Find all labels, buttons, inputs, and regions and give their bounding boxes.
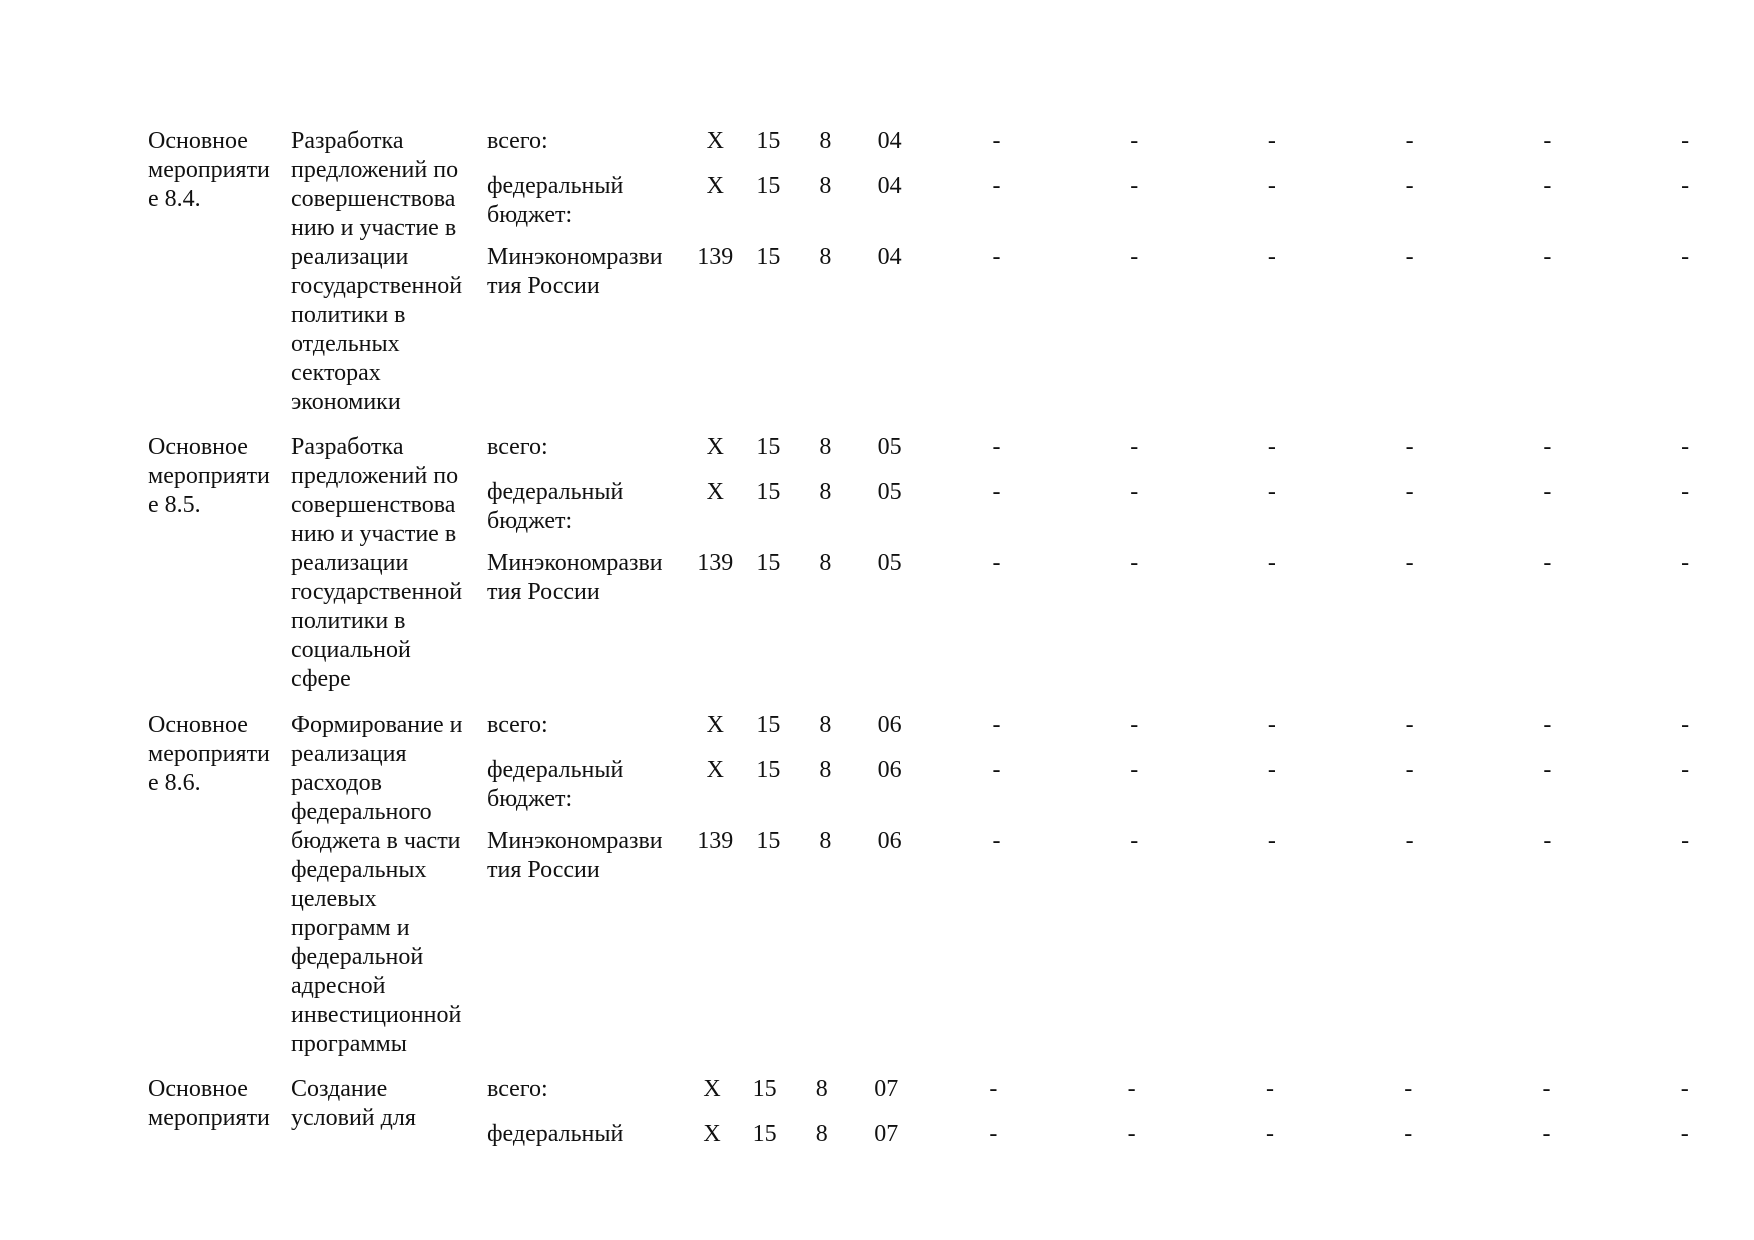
- grbs-code: 139: [697, 244, 734, 270]
- activity-number-line: мероприяти: [148, 157, 270, 183]
- year-value: -: [1680, 1121, 1689, 1147]
- year-value: -: [989, 1076, 998, 1102]
- program-code: 15: [756, 479, 781, 505]
- activity-name-line: реализации: [291, 550, 409, 576]
- activity-name-line: условий для: [291, 1105, 416, 1131]
- year-value: -: [1130, 244, 1139, 270]
- activity-number-line: Основное: [148, 128, 248, 154]
- activity-number: [148, 127, 291, 433]
- funding-source-line: Минэкономразви: [487, 828, 663, 854]
- funding-source-line: всего:: [487, 128, 548, 154]
- year-value: -: [1405, 173, 1414, 199]
- funding-source: [487, 827, 693, 898]
- year-value: -: [1267, 173, 1276, 199]
- year-value: -: [1681, 128, 1690, 154]
- funding-source-line: тия России: [487, 579, 600, 605]
- activity-name-line: политики в: [291, 302, 406, 328]
- year-value: -: [1681, 828, 1690, 854]
- year-value: -: [1405, 828, 1414, 854]
- year-value: -: [1681, 550, 1690, 576]
- year-value: -: [1405, 757, 1414, 783]
- funding-subrow: [487, 549, 1754, 620]
- year-value: -: [1130, 757, 1139, 783]
- year-value: -: [1265, 1076, 1274, 1102]
- funding-subrows: [487, 1075, 1754, 1191]
- funding-subrow: [487, 1120, 1754, 1191]
- activity-name-line: отдельных: [291, 331, 400, 357]
- activity-name: [291, 711, 487, 1075]
- activity-name: [291, 1075, 487, 1191]
- activity-name-line: нию и участие в: [291, 215, 457, 241]
- activity-name-line: реализации: [291, 244, 409, 270]
- year-value: -: [1405, 712, 1414, 738]
- funding-source: [487, 1075, 690, 1120]
- activity-number: [148, 433, 291, 711]
- activity-code: 05: [877, 550, 902, 576]
- year-value: -: [1127, 1076, 1136, 1102]
- year-value: -: [1405, 550, 1414, 576]
- funding-subrow: [487, 756, 1754, 827]
- activity-code: 04: [877, 244, 902, 270]
- activity-code: 06: [877, 712, 902, 738]
- funding-source-line: Минэкономразви: [487, 244, 663, 270]
- subprogram-code: 8: [819, 244, 832, 270]
- program-code: 15: [756, 828, 781, 854]
- subprogram-code: 8: [819, 128, 832, 154]
- funding-source-line: всего:: [487, 712, 548, 738]
- program-code: 15: [756, 434, 781, 460]
- funding-source: [487, 1120, 690, 1191]
- activity-code: 07: [874, 1076, 899, 1102]
- program-code: 15: [756, 244, 781, 270]
- activity-number: [148, 1075, 291, 1191]
- subprogram-code: 8: [819, 757, 832, 783]
- activity-name-line: расходов: [291, 770, 382, 796]
- activity-number-line: мероприяти: [148, 741, 270, 767]
- funding-source: [487, 549, 693, 620]
- activity-name-line: федерального: [291, 799, 432, 825]
- year-value: -: [1543, 244, 1552, 270]
- year-value: -: [1130, 828, 1139, 854]
- funding-source-line: всего:: [487, 434, 548, 460]
- subprogram-code: 8: [819, 173, 832, 199]
- funding-subrow: [487, 827, 1754, 898]
- subprogram-code: 8: [819, 479, 832, 505]
- year-value: -: [1405, 128, 1414, 154]
- activity-name-line: совершенствова: [291, 492, 456, 518]
- funding-source-line: федеральный: [487, 757, 624, 783]
- year-value: -: [1130, 550, 1139, 576]
- grbs-code: X: [706, 173, 724, 199]
- funding-source: [487, 243, 693, 314]
- funding-subrows: [487, 127, 1754, 433]
- year-value: -: [1542, 1121, 1551, 1147]
- year-value: -: [992, 712, 1001, 738]
- year-value: -: [1130, 128, 1139, 154]
- year-value: -: [1681, 479, 1690, 505]
- activity-name-line: экономики: [291, 389, 401, 415]
- activity-name-line: предложений по: [291, 463, 459, 489]
- funding-source: [487, 478, 693, 549]
- year-value: -: [1404, 1076, 1413, 1102]
- grbs-code: X: [706, 757, 724, 783]
- funding-source: [487, 756, 693, 827]
- year-value: -: [992, 550, 1001, 576]
- activity-code: 06: [877, 757, 902, 783]
- grbs-code: X: [706, 712, 724, 738]
- activity-number-line: е 8.6.: [148, 770, 201, 796]
- year-value: -: [1543, 128, 1552, 154]
- activity-code: 05: [877, 479, 902, 505]
- subprogram-code: 8: [819, 712, 832, 738]
- funding-source: [487, 172, 693, 243]
- activity-name-line: секторах: [291, 360, 381, 386]
- activity-name: [291, 433, 487, 711]
- year-value: -: [1267, 550, 1276, 576]
- funding-source-line: федеральный: [487, 1121, 624, 1147]
- funding-source-line: Минэкономразви: [487, 550, 663, 576]
- activity-number-line: Основное: [148, 1076, 248, 1102]
- activity-name-line: реализация: [291, 741, 407, 767]
- funding-subrow: [487, 478, 1754, 549]
- funding-source-line: бюджет:: [487, 508, 573, 534]
- year-value: -: [992, 244, 1001, 270]
- funding-source-line: бюджет:: [487, 786, 573, 812]
- table-row: [148, 1075, 1754, 1191]
- year-value: -: [992, 757, 1001, 783]
- year-value: -: [1405, 244, 1414, 270]
- program-code: 15: [752, 1076, 777, 1102]
- table-row: [148, 711, 1754, 1075]
- year-value: -: [1543, 550, 1552, 576]
- funding-source: [487, 433, 693, 478]
- subprogram-code: 8: [815, 1076, 828, 1102]
- year-value: -: [1543, 434, 1552, 460]
- funding-subrow: [487, 243, 1754, 314]
- funding-subrows: [487, 433, 1754, 711]
- activity-name-line: адресной: [291, 973, 386, 999]
- activity-code: 07: [874, 1121, 899, 1147]
- activity-name-line: программы: [291, 1031, 407, 1057]
- year-value: -: [1680, 1076, 1689, 1102]
- subprogram-code: 8: [819, 828, 832, 854]
- activity-number-line: мероприяти: [148, 463, 270, 489]
- year-value: -: [1130, 712, 1139, 738]
- grbs-code: X: [703, 1076, 721, 1102]
- year-value: -: [1681, 757, 1690, 783]
- activity-name-line: государственной: [291, 579, 463, 605]
- activity-name-line: сфере: [291, 666, 351, 692]
- funding-subrow: [487, 172, 1754, 243]
- year-value: -: [992, 434, 1001, 460]
- year-value: -: [1681, 173, 1690, 199]
- activity-code: 04: [877, 128, 902, 154]
- year-value: -: [1543, 712, 1552, 738]
- year-value: -: [1542, 1076, 1551, 1102]
- activity-name-line: федеральной: [291, 944, 424, 970]
- activity-code: 05: [877, 434, 902, 460]
- activity-name: [291, 127, 487, 433]
- funding-source-line: бюджет:: [487, 202, 573, 228]
- activity-number-line: Основное: [148, 712, 248, 738]
- year-value: -: [1404, 1121, 1413, 1147]
- year-value: -: [1130, 434, 1139, 460]
- funding-source-line: всего:: [487, 1076, 548, 1102]
- funding-source-line: федеральный: [487, 173, 624, 199]
- funding-subrow: [487, 1075, 1754, 1120]
- funding-subrow: [487, 711, 1754, 756]
- activity-name-line: Разработка: [291, 128, 404, 154]
- funding-subrow: [487, 433, 1754, 478]
- year-value: -: [1267, 128, 1276, 154]
- activity-name-line: Создание: [291, 1076, 388, 1102]
- year-value: -: [992, 479, 1001, 505]
- table-row: [148, 433, 1754, 711]
- funding-source-line: тия России: [487, 273, 600, 299]
- table-row: [148, 127, 1754, 433]
- activity-code: 06: [877, 828, 902, 854]
- year-value: -: [1265, 1121, 1274, 1147]
- year-value: -: [989, 1121, 998, 1147]
- grbs-code: 139: [697, 550, 734, 576]
- activity-number-line: е 8.5.: [148, 492, 201, 518]
- year-value: -: [992, 828, 1001, 854]
- activity-name-line: целевых: [291, 886, 377, 912]
- year-value: -: [1681, 244, 1690, 270]
- funding-subrow: [487, 127, 1754, 172]
- year-value: -: [1543, 173, 1552, 199]
- year-value: -: [1267, 244, 1276, 270]
- budget-table: [148, 127, 1754, 1191]
- activity-name-line: федеральных: [291, 857, 427, 883]
- year-value: -: [1267, 828, 1276, 854]
- year-value: -: [1130, 479, 1139, 505]
- year-value: -: [992, 173, 1001, 199]
- year-value: -: [1405, 434, 1414, 460]
- year-value: -: [1267, 712, 1276, 738]
- grbs-code: 139: [697, 828, 734, 854]
- year-value: -: [1267, 757, 1276, 783]
- activity-name-line: государственной: [291, 273, 463, 299]
- funding-source-line: федеральный: [487, 479, 624, 505]
- year-value: -: [1130, 173, 1139, 199]
- activity-name-line: нию и участие в: [291, 521, 457, 547]
- funding-source: [487, 711, 693, 756]
- activity-name-line: инвестиционной: [291, 1002, 462, 1028]
- year-value: -: [1543, 479, 1552, 505]
- year-value: -: [1405, 479, 1414, 505]
- activity-number-line: е 8.4.: [148, 186, 201, 212]
- year-value: -: [1267, 434, 1276, 460]
- program-code: 15: [756, 550, 781, 576]
- activity-name-line: Формирование и: [291, 712, 463, 738]
- grbs-code: X: [706, 434, 724, 460]
- funding-subrows: [487, 711, 1754, 1075]
- year-value: -: [1681, 434, 1690, 460]
- program-code: 15: [756, 128, 781, 154]
- program-code: 15: [756, 173, 781, 199]
- subprogram-code: 8: [819, 434, 832, 460]
- grbs-code: X: [706, 128, 724, 154]
- year-value: -: [1681, 712, 1690, 738]
- program-code: 15: [756, 757, 781, 783]
- year-value: -: [992, 128, 1001, 154]
- grbs-code: X: [703, 1121, 721, 1147]
- year-value: -: [1543, 757, 1552, 783]
- funding-source-line: тия России: [487, 857, 600, 883]
- activity-name-line: социальной: [291, 637, 411, 663]
- funding-source: [487, 127, 693, 172]
- activity-name-line: программ и: [291, 915, 410, 941]
- year-value: -: [1543, 828, 1552, 854]
- activity-number: [148, 711, 291, 1075]
- year-value: -: [1267, 479, 1276, 505]
- activity-code: 04: [877, 173, 902, 199]
- activity-number-line: Основное: [148, 434, 248, 460]
- activity-name-line: совершенствова: [291, 186, 456, 212]
- subprogram-code: 8: [819, 550, 832, 576]
- activity-name-line: Разработка: [291, 434, 404, 460]
- activity-name-line: предложений по: [291, 157, 459, 183]
- activity-name-line: бюджета в части: [291, 828, 461, 854]
- year-value: -: [1127, 1121, 1136, 1147]
- activity-name-line: политики в: [291, 608, 406, 634]
- program-code: 15: [756, 712, 781, 738]
- program-code: 15: [752, 1121, 777, 1147]
- grbs-code: X: [706, 479, 724, 505]
- subprogram-code: 8: [815, 1121, 828, 1147]
- activity-number-line: мероприяти: [148, 1105, 270, 1131]
